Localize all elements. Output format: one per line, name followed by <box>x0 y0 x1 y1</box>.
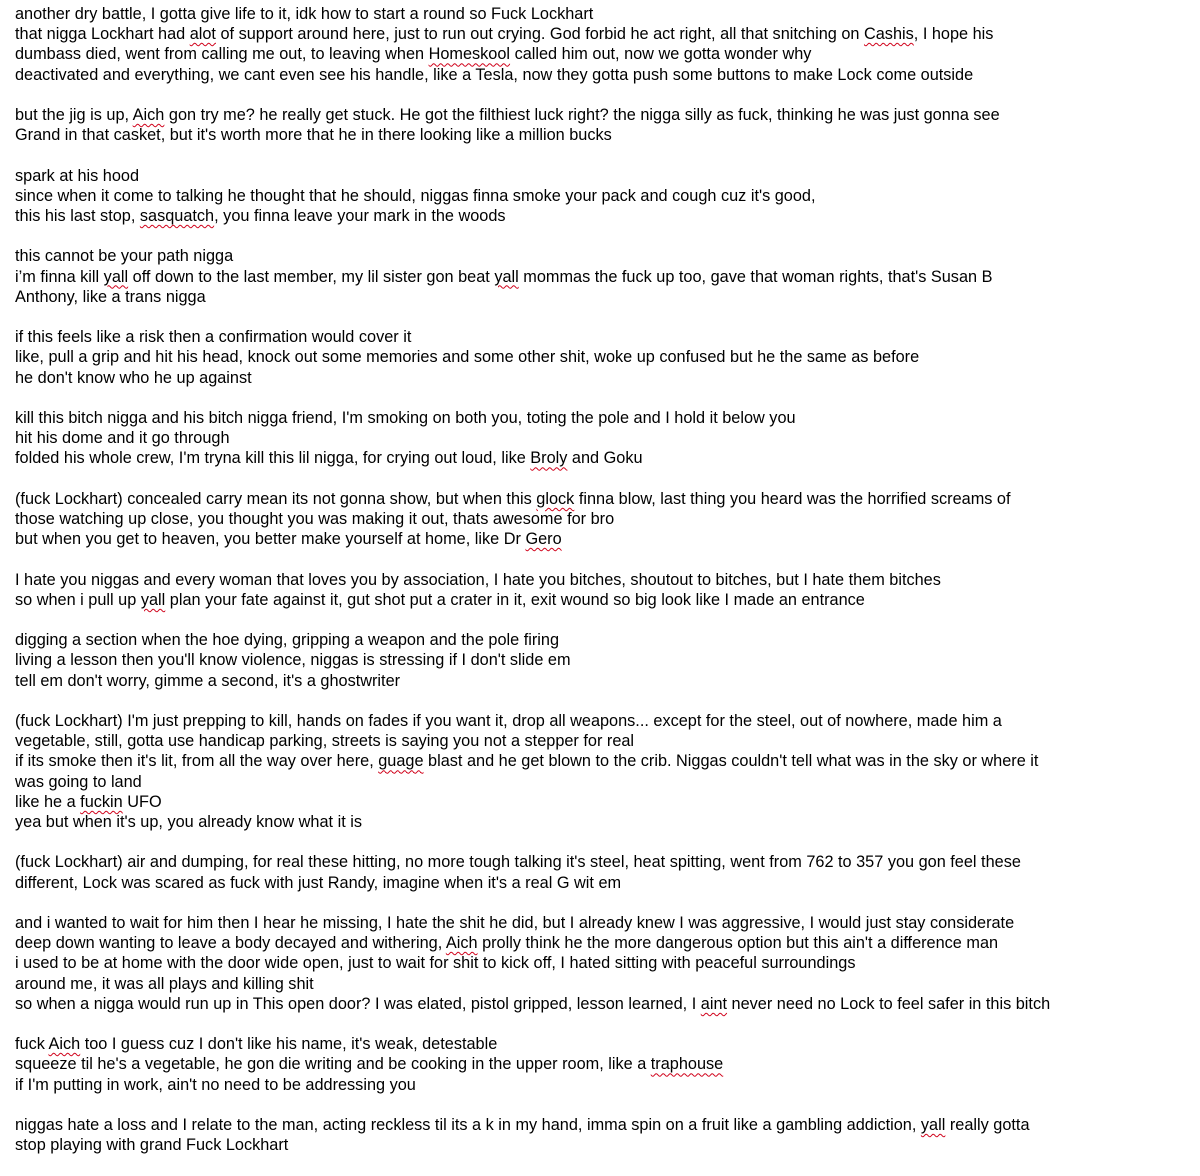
text-segment: yea but when it's up, you already know what it is <box>15 812 363 831</box>
text-line <box>15 65 1195 85</box>
paragraph <box>15 408 1195 469</box>
text-line <box>15 1034 1195 1054</box>
text-line <box>15 509 1195 529</box>
text-segment: off down to the last member, my lil sister gon beat <box>128 267 495 286</box>
text-segment: gon try me? he really get stuck. He got the filthiest luck right? the nigga silly as fuck, thinking he was just gonna see <box>164 106 1000 124</box>
text-segment: , I hope his <box>913 25 994 44</box>
text-segment: Grand in that casket, but it's worth more that he in there looking like a million bucks <box>15 126 612 145</box>
text-segment: and i wanted to wait for him then I hear he missing, I hate the shit he did, but I already knew I was aggressive, I would just stay considerate <box>15 913 1015 932</box>
text-line <box>15 590 1195 610</box>
spellcheck-flagged-word: sasquatch <box>139 207 215 225</box>
text-line <box>15 267 1195 287</box>
text-line <box>15 24 1195 44</box>
text-segment: finna blow, last thing you heard was the horrified screams of <box>574 489 1011 508</box>
document-body <box>15 4 1195 1176</box>
text-line <box>15 105 1195 125</box>
text-segment: so when a nigga would run up in This open door? I was elated, pistol gripped, lesson learned, I <box>15 994 701 1013</box>
text-line <box>15 287 1195 307</box>
paragraph <box>15 1034 1195 1095</box>
text-line <box>15 166 1195 186</box>
text-line <box>15 246 1195 266</box>
text-line <box>15 994 1195 1014</box>
text-line <box>15 1075 1195 1095</box>
text-line <box>15 448 1195 468</box>
spellcheck-flagged-word: glock <box>536 489 575 508</box>
text-segment: of support around here, just to run out crying. God forbid he act right, all that snitching on <box>215 25 864 44</box>
text-segment: called him out, now we gotta wonder why <box>510 45 812 64</box>
paragraph <box>15 489 1195 550</box>
text-segment: squeeze til he's a vegetable, he gon die writing and be cooking in the upper room, like a <box>15 1055 651 1074</box>
text-line <box>15 1054 1195 1074</box>
text-line <box>15 489 1195 509</box>
text-line <box>15 1115 1195 1135</box>
text-segment: really gotta <box>945 1115 1030 1134</box>
text-segment: another dry battle, I gotta give life to it, idk how to start a round so Fuck Lockhart <box>15 5 594 23</box>
text-line <box>15 327 1195 347</box>
text-segment: Anthony, like a trans nigga <box>15 287 206 306</box>
text-line <box>15 186 1195 206</box>
text-segment: fuck <box>15 1035 49 1054</box>
text-segment: stop playing with grand Fuck Lockhart <box>15 1136 289 1155</box>
paragraph <box>15 1115 1195 1155</box>
spellcheck-flagged-word: Aich <box>445 934 478 953</box>
text-line <box>15 4 1195 24</box>
text-line <box>15 913 1195 933</box>
spellcheck-flagged-word: yall <box>140 590 166 609</box>
text-line <box>15 933 1195 953</box>
text-segment: he don't know who he up against <box>15 368 252 387</box>
text-segment: this his last stop, <box>15 207 140 225</box>
text-segment: (fuck Lockhart) concealed carry mean its not gonna show, but when this <box>15 489 537 508</box>
text-line <box>15 792 1195 812</box>
text-line <box>15 772 1195 792</box>
text-line <box>15 408 1195 428</box>
text-segment: if its smoke then it's lit, from all the way over here, <box>15 752 379 771</box>
text-line <box>15 731 1195 751</box>
text-segment: plan your fate against it, gut shot put a crater in it, exit wound so big look like I made an entrance <box>165 590 865 609</box>
spellcheck-flagged-word: traphouse <box>650 1055 724 1074</box>
paragraph <box>15 327 1195 388</box>
text-line <box>15 812 1195 832</box>
text-segment: prolly think he the more dangerous option but this ain't a difference man <box>477 934 999 953</box>
text-segment: spark at his hood <box>15 166 139 185</box>
spellcheck-flagged-word: Gero <box>525 530 562 549</box>
text-segment: mommas the fuck up too, gave that woman rights, that's Susan B <box>518 267 993 286</box>
text-segment: and Goku <box>567 449 643 468</box>
spellcheck-flagged-word: Aich <box>48 1035 81 1054</box>
text-segment: was going to land <box>15 772 142 791</box>
spellcheck-flagged-word: yall <box>920 1115 946 1134</box>
text-line <box>15 125 1195 145</box>
text-segment: digging a section when the hoe dying, gripping a weapon and the pole firing <box>15 631 560 650</box>
paragraph <box>15 852 1195 892</box>
text-segment: (fuck Lockhart) air and dumping, for real these hitting, no more tough talking it's steel, heat spitting, went from 762 to 357 you gon feel these <box>15 853 1021 872</box>
text-segment: (fuck Lockhart) I'm just prepping to kill, hands on fades if you want it, drop all weapons... except for the steel, out of nowhere, made him a <box>15 711 1002 730</box>
spellcheck-flagged-word: Broly <box>530 449 568 468</box>
paragraph <box>15 570 1195 610</box>
paragraph <box>15 913 1195 1014</box>
text-segment: this cannot be your path nigga <box>15 247 234 266</box>
text-segment: folded his whole crew, I'm tryna kill this lil nigga, for crying out loud, like <box>15 449 531 468</box>
text-line <box>15 347 1195 367</box>
text-line <box>15 1135 1195 1155</box>
text-segment: if I'm putting in work, ain't no need to be addressing you <box>15 1075 416 1094</box>
text-line <box>15 428 1195 448</box>
text-line <box>15 650 1195 670</box>
paragraph <box>15 711 1195 832</box>
text-line <box>15 368 1195 388</box>
text-segment: kill this bitch nigga and his bitch nigga friend, I'm smoking on both you, toting the pole and I hold it below you <box>15 408 796 427</box>
text-segment: different, Lock was scared as fuck with just Randy, imagine when it's a real G wit em <box>15 873 622 892</box>
text-segment: those watching up close, you thought you was making it out, thats awesome for bro <box>15 509 615 528</box>
text-segment: vegetable, still, gotta use handicap parking, streets is saying you not a stepper for real <box>15 732 635 751</box>
text-segment: that nigga Lockhart had <box>15 25 190 44</box>
text-segment: i used to be at home with the door wide open, just to wait for shit to kick off, I hated sitting with peaceful surroundings <box>15 954 856 973</box>
text-segment: living a lesson then you'll know violence, niggas is stressing if I don't slide em <box>15 651 571 670</box>
text-segment: dumbass died, went from calling me out, to leaving when <box>15 45 429 64</box>
spellcheck-flagged-word: yall <box>103 267 129 286</box>
text-line <box>15 711 1195 731</box>
text-segment: never need no Lock to feel safer in this bitch <box>727 994 1051 1013</box>
text-segment: like, pull a grip and hit his head, knock out some memories and some other shit, woke up confused but he the same as before <box>15 348 920 367</box>
text-line <box>15 751 1195 771</box>
text-segment: tell em don't worry, gimme a second, it's a ghostwriter <box>15 671 401 690</box>
spellcheck-flagged-word: yall <box>494 267 519 286</box>
text-line <box>15 570 1195 590</box>
text-segment: , you finna leave your mark in the woods <box>214 207 506 225</box>
text-segment: too I guess cuz I don't like his name, it's weak, detestable <box>80 1035 498 1054</box>
text-segment: UFO <box>122 792 162 811</box>
paragraph <box>15 4 1195 85</box>
text-segment: so when i pull up <box>15 590 141 609</box>
text-segment: if this feels like a risk then a confirmation would cover it <box>15 328 412 347</box>
text-line <box>15 974 1195 994</box>
text-segment: but when you get to heaven, you better make yourself at home, like Dr <box>15 530 526 549</box>
text-segment: hit his dome and it go through <box>15 429 230 448</box>
text-segment: deactivated and everything, we cant even see his handle, like a Tesla, now they gotta push some buttons to make Lock come outside <box>15 65 974 84</box>
text-line <box>15 671 1195 691</box>
spellcheck-flagged-word: guage <box>378 752 424 771</box>
text-line <box>15 630 1195 650</box>
paragraph <box>15 246 1195 307</box>
text-segment: but the jig is up, <box>15 106 133 124</box>
text-line <box>15 529 1195 549</box>
text-segment: since when it come to talking he thought that he should, niggas finna smoke your pack and cough cuz it's good, <box>15 186 816 205</box>
spellcheck-flagged-word: Homeskool <box>428 45 511 64</box>
paragraph <box>15 630 1195 691</box>
spellcheck-flagged-word: Cashis <box>863 25 914 44</box>
text-line <box>15 206 1195 226</box>
text-segment: niggas hate a loss and I relate to the man, acting reckless til its a k in my hand, imma spin on a fruit like a gambling addiction, <box>15 1115 921 1134</box>
text-segment: deep down wanting to leave a body decayed and withering, <box>15 934 446 953</box>
paragraph <box>15 105 1195 145</box>
text-segment: I hate you niggas and every woman that loves you by association, I hate you bitches, shoutout to bitches, but I hate them bitches <box>15 570 941 589</box>
spellcheck-flagged-word: aint <box>700 994 728 1013</box>
text-line <box>15 953 1195 973</box>
text-line <box>15 873 1195 893</box>
spellcheck-flagged-word: alot <box>189 25 216 44</box>
text-line <box>15 852 1195 872</box>
text-segment: blast and he get blown to the crib. Niggas couldn't tell what was in the sky or where it <box>423 752 1039 771</box>
text-segment: around me, it was all plays and killing shit <box>15 974 314 993</box>
spellcheck-flagged-word: Aich <box>132 106 165 124</box>
text-line <box>15 44 1195 64</box>
paragraph <box>15 166 1195 227</box>
spellcheck-flagged-word: fuckin <box>80 792 123 811</box>
text-segment: i’m finna kill <box>15 267 104 286</box>
text-segment: like he a <box>15 792 81 811</box>
